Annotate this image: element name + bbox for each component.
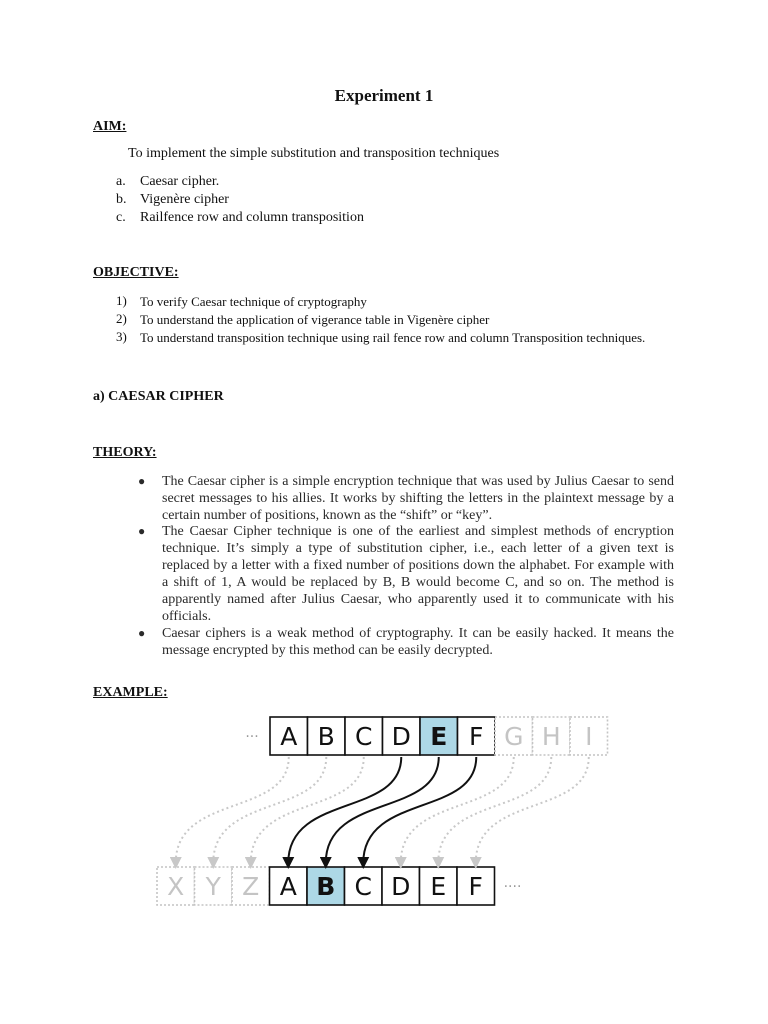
bottom-faded-cell-x [157, 867, 195, 905]
list-marker: b. [116, 192, 127, 207]
bottom-cell-b [307, 867, 345, 905]
list-text: Railfence row and column transposition [140, 210, 364, 225]
cell-letter: Z [242, 872, 260, 901]
cell-letter: B [316, 872, 336, 901]
cell-letter: D [391, 722, 411, 751]
list-marker: 3) [116, 329, 127, 344]
list-text: Caesar cipher. [140, 174, 220, 189]
caesar-shift-diagram [0, 700, 768, 920]
shift-arrow-faded [401, 757, 514, 863]
bottom-cell-a [270, 867, 308, 905]
cell-letter: E [430, 722, 448, 751]
section-title: a) CAESAR CIPHER [93, 389, 224, 404]
cell-letter: G [504, 722, 524, 751]
top-faded-cell-h [533, 717, 571, 755]
bottom-ellipsis: ···· [503, 879, 522, 895]
top-cell-c [345, 717, 383, 755]
bottom-alphabet-row [157, 867, 521, 905]
list-marker: 1) [116, 293, 127, 308]
shift-arrow [363, 757, 476, 863]
top-faded-cell-i [570, 717, 608, 755]
cell-letter: I [585, 722, 593, 751]
list-text: To verify Caesar technique of cryptography [140, 294, 367, 309]
aim-intro: To implement the simple substitution and transposition techniques [128, 146, 500, 161]
cell-letter: F [469, 722, 484, 751]
shift-arrow [288, 757, 401, 863]
list-marker: a. [116, 174, 126, 189]
list-text: To understand transposition technique using rail fence row and column Transposition techniques. [140, 330, 646, 345]
objective-heading: OBJECTIVE: [93, 265, 179, 280]
cell-letter: E [430, 872, 447, 901]
shift-arrow [326, 757, 439, 863]
top-ellipsis: ··· [245, 729, 259, 745]
top-cell-e [420, 717, 458, 755]
top-cell-f [458, 717, 496, 755]
bottom-cell-c [345, 867, 383, 905]
top-cell-d [383, 717, 421, 755]
page-title: Experiment 1 [334, 86, 434, 105]
top-cell-b [308, 717, 346, 755]
bottom-faded-cell-y [195, 867, 233, 905]
bullet-text: Caesar ciphers is a weak method of cryptography. It can be easily hacked. It means the message encrypted by this method can be easily decrypted. [162, 626, 674, 658]
bullet-text: The Caesar cipher is a simple encryption technique that was used by Julius Caesar to send secret messages to his allies. It works by shifting the letters in the plaintext message by a certain number of positions, known as the “shift” or “key”. [162, 474, 674, 523]
cell-letter: F [468, 872, 483, 901]
shift-arrow-faded [476, 757, 589, 863]
bullet-dot-icon: ● [138, 626, 146, 640]
top-alphabet-row [245, 717, 607, 755]
list-marker: c. [116, 210, 126, 225]
shift-arrow-faded [176, 757, 289, 863]
shift-arrow-faded [251, 757, 364, 863]
bottom-cell-d [382, 867, 420, 905]
cell-letter: A [279, 872, 297, 901]
cell-letter: A [280, 722, 298, 751]
bullet-dot-icon: ● [138, 524, 146, 538]
list-text: To understand the application of vigerance table in Vigenère cipher [140, 312, 490, 327]
bottom-cell-e [420, 867, 458, 905]
cell-letter: C [354, 872, 372, 901]
bottom-faded-cell-z [232, 867, 270, 905]
bullet-dot-icon: ● [138, 474, 146, 488]
list-marker: 2) [116, 311, 127, 326]
list-text: Vigenère cipher [140, 192, 229, 207]
cell-letter: D [391, 872, 411, 901]
bullet-text: The Caesar Cipher technique is one of the earliest and simplest methods of encryption technique. It’s simply a type of substitution cipher, i.e., each letter of a given text is replaced by a letter with a fixed number of positions down the alphabet. For example with a shift of 1, A would be replaced by B, B would become C, and so on. The method is apparently named after Julius Caesar, who apparently used it to communicate with his officials. [162, 524, 674, 624]
aim-heading: AIM: [93, 119, 127, 134]
top-faded-cell-g [495, 717, 533, 755]
shift-arrows [176, 757, 589, 863]
cell-letter: H [541, 722, 561, 751]
shift-arrow-faded [213, 757, 326, 863]
example-heading: EXAMPLE: [93, 685, 168, 700]
bottom-cell-f [457, 867, 495, 905]
shift-arrow-faded [438, 757, 551, 863]
top-cell-a [270, 717, 308, 755]
cell-letter: X [167, 872, 185, 901]
theory-heading: THEORY: [93, 445, 157, 460]
cell-letter: Y [205, 872, 221, 901]
cell-letter: C [355, 722, 373, 751]
cell-letter: B [317, 722, 335, 751]
